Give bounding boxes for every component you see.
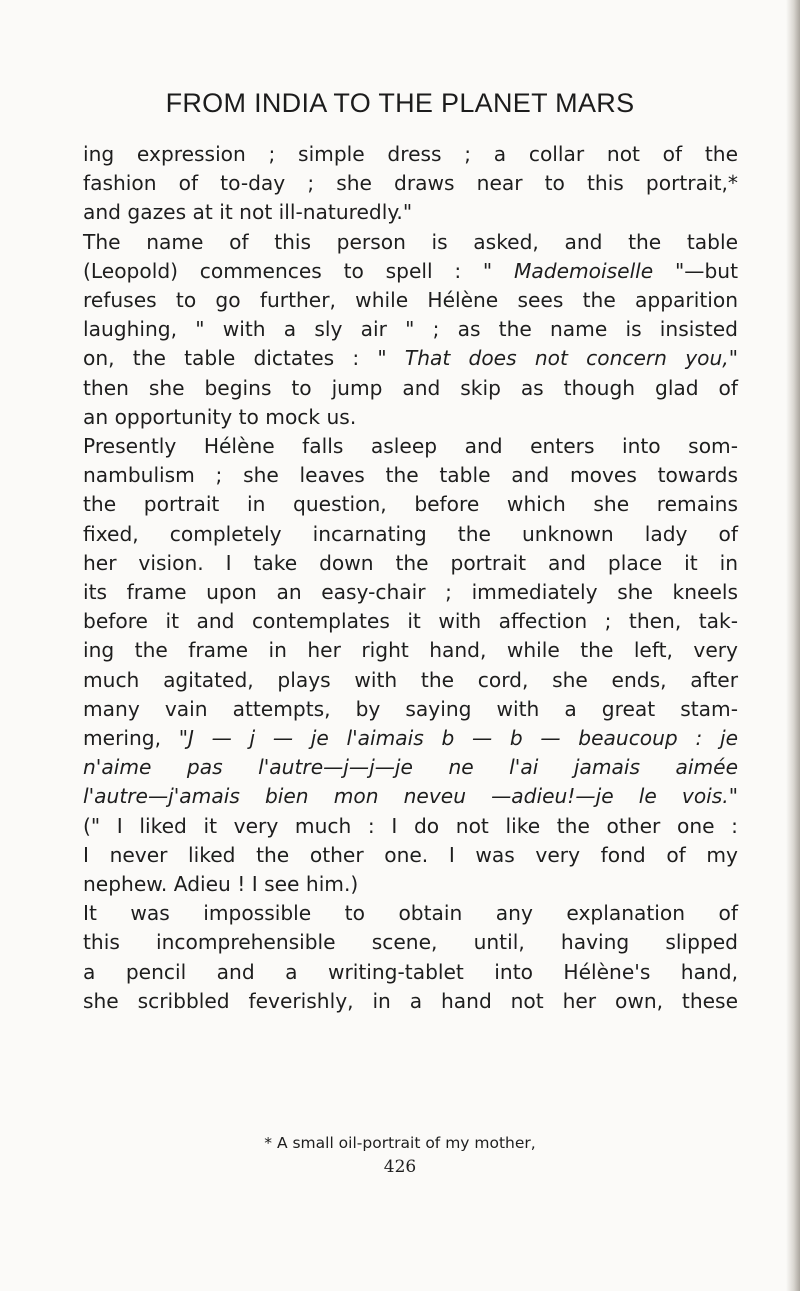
text-segment: fixed, completely incarnating the unknown lady of xyxy=(83,521,738,546)
text-segment: her vision. I take down the portrait and place it in xyxy=(83,550,738,575)
text-line xyxy=(83,520,738,549)
text-line xyxy=(83,490,738,519)
text-line xyxy=(83,403,738,432)
text-line xyxy=(83,607,738,636)
text-line xyxy=(83,286,738,315)
text-segment: ing expression ; simple dress ; a collar not of the xyxy=(83,142,738,166)
text-line xyxy=(83,636,738,665)
text-segment: The name of this person is asked, and the table xyxy=(83,229,738,254)
text-line xyxy=(83,899,738,928)
text-segment: a pencil and a writing-tablet into Hélène's hand, xyxy=(83,959,738,984)
text-line xyxy=(83,257,738,286)
italic-text-segment: J — j — je l'aimais b — b — beaucoup : je xyxy=(188,726,738,751)
text-line xyxy=(83,169,738,198)
text-line xyxy=(83,228,738,257)
italic-text-segment: l'autre—j'amais bien mon neveu —adieu!—je le vois." xyxy=(83,784,738,809)
running-head: FROM INDIA TO THE PLANET MARS xyxy=(165,88,635,118)
text-line xyxy=(83,140,738,169)
text-line xyxy=(83,374,738,403)
text-line xyxy=(83,549,738,578)
text-line xyxy=(83,198,738,227)
text-segment: mering, " xyxy=(83,726,189,751)
text-segment: much agitated, plays with the cord, she ends, after xyxy=(83,667,738,692)
text-segment: (" I liked it very much : I do not like the other one : xyxy=(83,813,738,838)
text-line xyxy=(83,724,738,753)
body-text xyxy=(83,140,738,1016)
text-line xyxy=(83,928,738,957)
text-segment: I never liked the other one. I was very fond of my xyxy=(83,842,738,867)
text-line xyxy=(83,666,738,695)
text-line xyxy=(83,958,738,987)
italic-text-segment: n'aime pas l'autre—j—j—je ne l'ai jamais aimée xyxy=(83,755,738,780)
text-line xyxy=(83,695,738,724)
text-segment: an opportunity to mock us. xyxy=(83,404,357,429)
text-line xyxy=(83,432,738,461)
text-segment: many vain attempts, by saying with a great stam- xyxy=(83,696,738,721)
text-segment: and gazes at it not ill-naturedly." xyxy=(83,200,413,225)
text-segment: laughing, " with a sly air " ; as the name is insisted xyxy=(83,317,738,342)
text-line xyxy=(83,782,738,811)
text-segment: It was impossible to obtain any explanation of xyxy=(83,901,738,926)
text-segment: then she begins to jump and skip as though glad of xyxy=(83,375,738,400)
page-number: 426 xyxy=(383,1157,417,1177)
text-line xyxy=(83,812,738,841)
text-segment: on, the table dictates : " xyxy=(83,346,405,371)
text-line xyxy=(83,841,738,870)
text-segment: Presently Hélène falls asleep and enters into som- xyxy=(83,434,738,459)
text-line xyxy=(83,461,738,490)
text-line xyxy=(83,344,738,373)
italic-text-segment: Mademoiselle xyxy=(513,258,654,283)
text-segment: (Leopold) commences to spell : " xyxy=(83,258,514,283)
text-segment: before it and contemplates it with affection ; then, tak- xyxy=(83,609,738,634)
text-segment: fashion of to-day ; she draws near to this portrait,* xyxy=(83,171,738,196)
text-line xyxy=(83,987,738,1016)
page-edge-shadow xyxy=(786,0,800,1291)
text-segment: she scribbled feverishly, in a hand not her own, these xyxy=(83,988,738,1013)
text-segment: "—but xyxy=(653,258,738,283)
text-segment: nephew. Adieu ! I see him.) xyxy=(83,872,359,897)
text-segment: this incomprehensible scene, until, having slipped xyxy=(83,930,738,955)
italic-text-segment: That does not concern you," xyxy=(404,346,738,371)
text-line xyxy=(83,870,738,899)
text-line xyxy=(83,315,738,344)
text-segment: its frame upon an easy-chair ; immediately she kneels xyxy=(83,580,738,605)
text-line xyxy=(83,753,738,782)
footnote: * A small oil-portrait of my mother, xyxy=(264,1134,536,1152)
text-segment: ing the frame in her right hand, while the left, very xyxy=(83,638,738,663)
text-segment: nambulism ; she leaves the table and moves towards xyxy=(83,463,738,488)
text-line xyxy=(83,578,738,607)
text-segment: the portrait in question, before which she remains xyxy=(83,492,738,517)
text-segment: refuses to go further, while Hélène sees the apparition xyxy=(83,288,738,313)
